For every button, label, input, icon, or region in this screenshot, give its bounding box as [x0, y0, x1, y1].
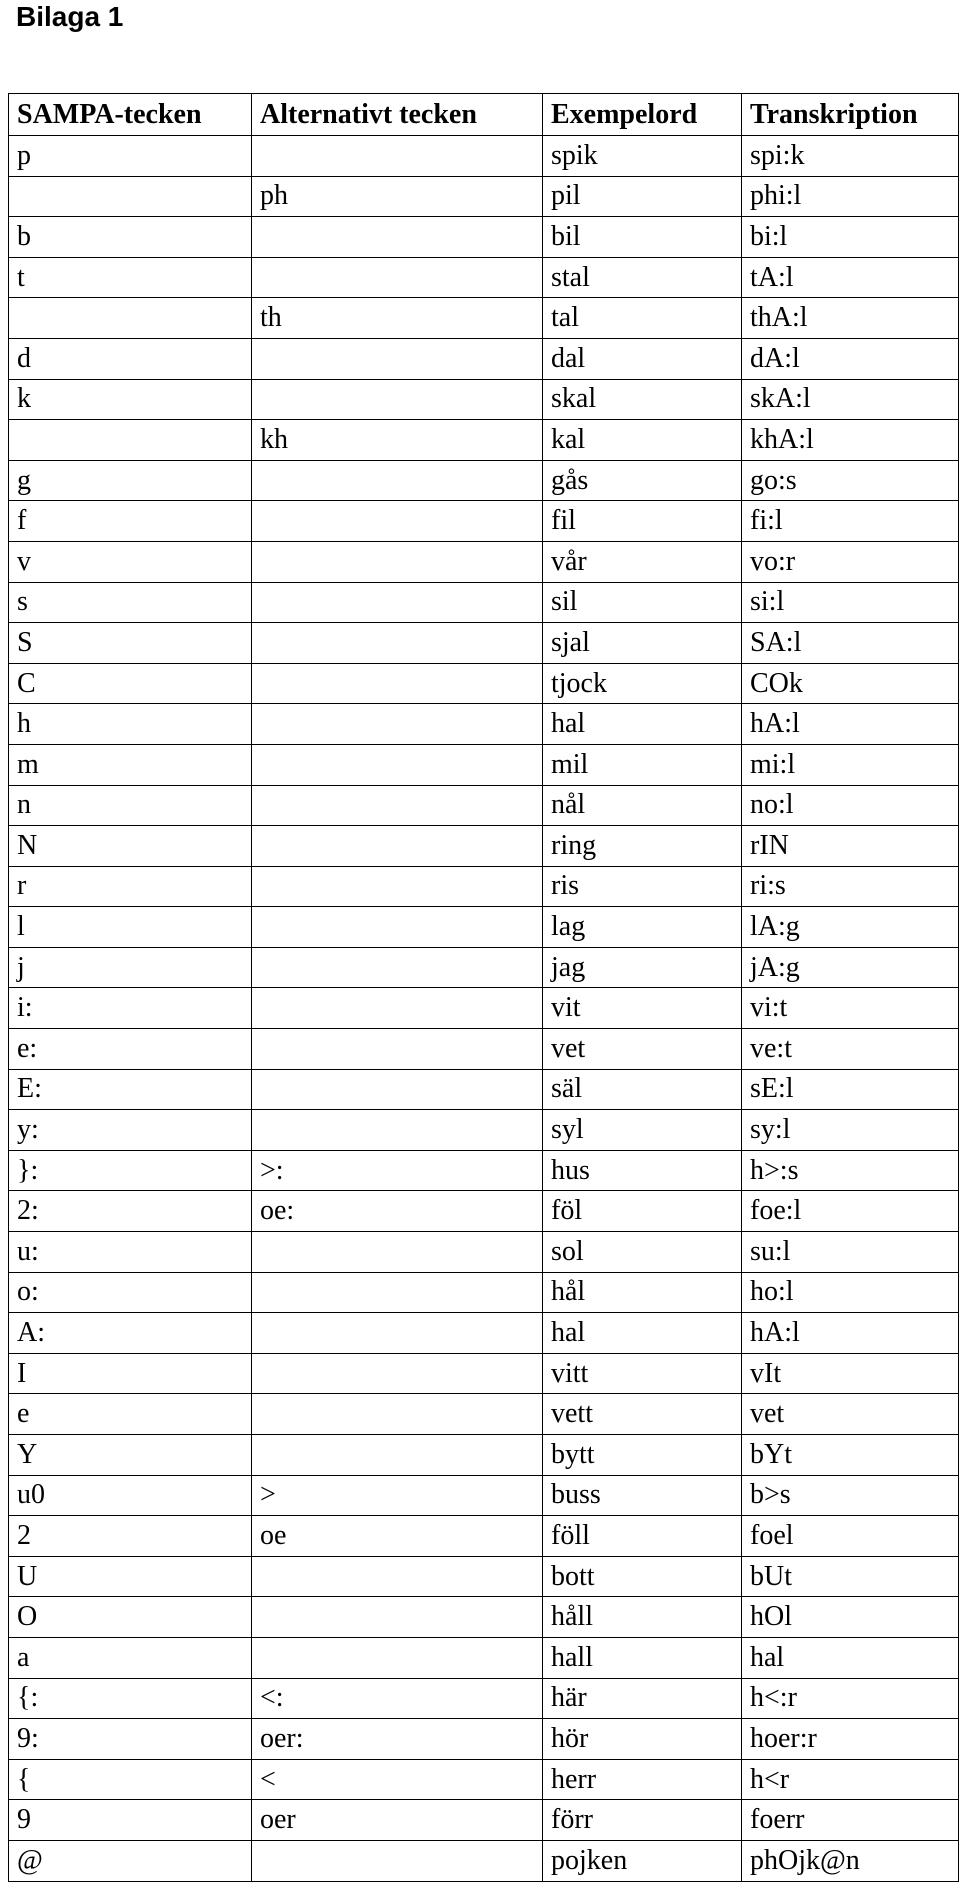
cell-transcription: foe:l [742, 1191, 959, 1232]
cell-example-word: vår [543, 541, 742, 582]
table-row [9, 1110, 959, 1151]
table-body [9, 136, 959, 1882]
cell-sampa: N [9, 826, 252, 867]
cell-alternative: oer [252, 1800, 543, 1841]
cell-sampa [9, 298, 252, 339]
cell-sampa: 9 [9, 1800, 252, 1841]
cell-transcription: hoer:r [742, 1719, 959, 1760]
table-row [9, 1272, 959, 1313]
cell-example-word: ris [543, 866, 742, 907]
cell-transcription: vet [742, 1394, 959, 1435]
header-transcription: Transkription [742, 94, 959, 136]
cell-transcription: spi:k [742, 136, 959, 177]
cell-sampa [9, 420, 252, 461]
table-row [9, 501, 959, 542]
cell-alternative: th [252, 298, 543, 339]
table-row [9, 1556, 959, 1597]
cell-sampa: v [9, 541, 252, 582]
cell-alternative [252, 460, 543, 501]
table-row [9, 217, 959, 258]
cell-alternative [252, 1110, 543, 1151]
cell-example-word: gås [543, 460, 742, 501]
cell-transcription: dA:l [742, 338, 959, 379]
cell-alternative [252, 947, 543, 988]
table-row [9, 379, 959, 420]
cell-example-word: stal [543, 257, 742, 298]
table-row [9, 298, 959, 339]
cell-transcription: tA:l [742, 257, 959, 298]
cell-example-word: mil [543, 744, 742, 785]
cell-sampa: 2: [9, 1191, 252, 1232]
cell-example-word: kal [543, 420, 742, 461]
cell-alternative: oe [252, 1516, 543, 1557]
cell-sampa: }: [9, 1150, 252, 1191]
cell-transcription: vIt [742, 1353, 959, 1394]
cell-example-word: hal [543, 1313, 742, 1354]
cell-alternative [252, 663, 543, 704]
cell-alternative [252, 1637, 543, 1678]
cell-sampa: b [9, 217, 252, 258]
cell-sampa: O [9, 1597, 252, 1638]
cell-sampa: C [9, 663, 252, 704]
cell-sampa: A: [9, 1313, 252, 1354]
cell-example-word: hus [543, 1150, 742, 1191]
cell-sampa: a [9, 1637, 252, 1678]
cell-transcription: h<:r [742, 1678, 959, 1719]
cell-alternative [252, 1353, 543, 1394]
cell-example-word: vet [543, 1029, 742, 1070]
cell-sampa: I [9, 1353, 252, 1394]
cell-alternative [252, 1029, 543, 1070]
cell-sampa: e [9, 1394, 252, 1435]
cell-transcription: sy:l [742, 1110, 959, 1151]
table-row [9, 988, 959, 1029]
cell-example-word: hal [543, 704, 742, 745]
cell-example-word: spik [543, 136, 742, 177]
table-row [9, 1394, 959, 1435]
table-row [9, 257, 959, 298]
cell-alternative [252, 136, 543, 177]
table-row [9, 1719, 959, 1760]
cell-example-word: jag [543, 947, 742, 988]
cell-sampa: n [9, 785, 252, 826]
table-row [9, 541, 959, 582]
cell-sampa: d [9, 338, 252, 379]
cell-sampa: t [9, 257, 252, 298]
table-row [9, 1800, 959, 1841]
cell-example-word: vett [543, 1394, 742, 1435]
cell-transcription: go:s [742, 460, 959, 501]
cell-sampa: o: [9, 1272, 252, 1313]
cell-alternative [252, 704, 543, 745]
cell-example-word: hål [543, 1272, 742, 1313]
cell-alternative: kh [252, 420, 543, 461]
cell-transcription: jA:g [742, 947, 959, 988]
cell-sampa: m [9, 744, 252, 785]
cell-alternative: oe: [252, 1191, 543, 1232]
table-row [9, 1597, 959, 1638]
cell-transcription: bUt [742, 1556, 959, 1597]
cell-example-word: sol [543, 1232, 742, 1273]
cell-alternative [252, 785, 543, 826]
cell-alternative [252, 907, 543, 948]
table-row [9, 1313, 959, 1354]
cell-transcription: bi:l [742, 217, 959, 258]
cell-transcription: ri:s [742, 866, 959, 907]
cell-alternative: >: [252, 1150, 543, 1191]
cell-alternative [252, 1435, 543, 1476]
table-row [9, 623, 959, 664]
cell-transcription: b>s [742, 1475, 959, 1516]
table-row [9, 176, 959, 217]
cell-transcription: su:l [742, 1232, 959, 1273]
cell-example-word: ring [543, 826, 742, 867]
cell-transcription: mi:l [742, 744, 959, 785]
cell-transcription: no:l [742, 785, 959, 826]
cell-example-word: föl [543, 1191, 742, 1232]
table-row [9, 1475, 959, 1516]
cell-example-word: vitt [543, 1353, 742, 1394]
cell-transcription: hA:l [742, 1313, 959, 1354]
cell-transcription: sE:l [742, 1069, 959, 1110]
cell-sampa: @ [9, 1840, 252, 1881]
cell-sampa: Y [9, 1435, 252, 1476]
cell-sampa: i: [9, 988, 252, 1029]
cell-transcription: hOl [742, 1597, 959, 1638]
table-row [9, 1232, 959, 1273]
cell-alternative [252, 623, 543, 664]
cell-alternative [252, 582, 543, 623]
cell-alternative [252, 338, 543, 379]
cell-sampa: k [9, 379, 252, 420]
cell-transcription: SA:l [742, 623, 959, 664]
table-row [9, 1435, 959, 1476]
cell-example-word: buss [543, 1475, 742, 1516]
cell-sampa: r [9, 866, 252, 907]
cell-transcription: h<r [742, 1759, 959, 1800]
cell-alternative [252, 866, 543, 907]
cell-sampa: p [9, 136, 252, 177]
cell-example-word: förr [543, 1800, 742, 1841]
cell-example-word: skal [543, 379, 742, 420]
cell-transcription: vi:t [742, 988, 959, 1029]
cell-alternative [252, 988, 543, 1029]
cell-sampa: U [9, 1556, 252, 1597]
table-row [9, 420, 959, 461]
cell-example-word: sil [543, 582, 742, 623]
cell-transcription: foel [742, 1516, 959, 1557]
cell-transcription: phOjk@n [742, 1840, 959, 1881]
sampa-table [8, 93, 959, 1882]
cell-transcription: lA:g [742, 907, 959, 948]
table-row [9, 1678, 959, 1719]
header-example-word: Exempelord [543, 94, 742, 136]
cell-transcription: ve:t [742, 1029, 959, 1070]
cell-alternative: <: [252, 1678, 543, 1719]
page-heading: Bilaga 1 [16, 1, 124, 32]
table-row [9, 1759, 959, 1800]
cell-sampa: s [9, 582, 252, 623]
table-row [9, 1029, 959, 1070]
table-row [9, 1191, 959, 1232]
cell-alternative: < [252, 1759, 543, 1800]
cell-alternative [252, 1313, 543, 1354]
table-row [9, 1353, 959, 1394]
table-row [9, 1150, 959, 1191]
table-row [9, 582, 959, 623]
cell-sampa: u: [9, 1232, 252, 1273]
cell-transcription: vo:r [742, 541, 959, 582]
cell-sampa: E: [9, 1069, 252, 1110]
cell-alternative [252, 744, 543, 785]
cell-transcription: foerr [742, 1800, 959, 1841]
cell-alternative [252, 1394, 543, 1435]
cell-alternative [252, 1597, 543, 1638]
cell-example-word: sjal [543, 623, 742, 664]
table-row [9, 866, 959, 907]
cell-transcription: si:l [742, 582, 959, 623]
cell-alternative [252, 217, 543, 258]
cell-alternative [252, 1232, 543, 1273]
cell-example-word: pil [543, 176, 742, 217]
table-row [9, 785, 959, 826]
table-row [9, 826, 959, 867]
cell-sampa: 2 [9, 1516, 252, 1557]
cell-transcription: bYt [742, 1435, 959, 1476]
cell-example-word: här [543, 1678, 742, 1719]
cell-example-word: tal [543, 298, 742, 339]
cell-sampa: S [9, 623, 252, 664]
cell-example-word: fil [543, 501, 742, 542]
cell-sampa: g [9, 460, 252, 501]
cell-alternative [252, 1556, 543, 1597]
cell-example-word: tjock [543, 663, 742, 704]
cell-alternative: ph [252, 176, 543, 217]
cell-sampa: {: [9, 1678, 252, 1719]
cell-transcription: skA:l [742, 379, 959, 420]
table-header-row [9, 94, 959, 136]
cell-alternative [252, 1272, 543, 1313]
cell-sampa: j [9, 947, 252, 988]
cell-transcription: ho:l [742, 1272, 959, 1313]
header-sampa: SAMPA-tecken [9, 94, 252, 136]
cell-alternative [252, 379, 543, 420]
cell-example-word: bil [543, 217, 742, 258]
cell-example-word: håll [543, 1597, 742, 1638]
cell-example-word: nål [543, 785, 742, 826]
cell-sampa: h [9, 704, 252, 745]
cell-example-word: syl [543, 1110, 742, 1151]
cell-alternative: oer: [252, 1719, 543, 1760]
cell-example-word: föll [543, 1516, 742, 1557]
cell-sampa: { [9, 1759, 252, 1800]
cell-alternative [252, 1840, 543, 1881]
cell-transcription: COk [742, 663, 959, 704]
cell-sampa [9, 176, 252, 217]
table-row [9, 338, 959, 379]
cell-transcription: phi:l [742, 176, 959, 217]
table-row [9, 744, 959, 785]
table-row [9, 136, 959, 177]
cell-alternative [252, 1069, 543, 1110]
cell-transcription: khA:l [742, 420, 959, 461]
cell-alternative [252, 257, 543, 298]
cell-transcription: hA:l [742, 704, 959, 745]
table-row [9, 460, 959, 501]
cell-alternative: > [252, 1475, 543, 1516]
cell-example-word: dal [543, 338, 742, 379]
cell-example-word: hör [543, 1719, 742, 1760]
table-row [9, 907, 959, 948]
cell-example-word: vit [543, 988, 742, 1029]
cell-example-word: lag [543, 907, 742, 948]
table-row [9, 663, 959, 704]
cell-sampa: f [9, 501, 252, 542]
cell-example-word: bott [543, 1556, 742, 1597]
table-row [9, 947, 959, 988]
table-row [9, 1840, 959, 1881]
cell-transcription: rIN [742, 826, 959, 867]
cell-transcription: h>:s [742, 1150, 959, 1191]
cell-alternative [252, 501, 543, 542]
cell-transcription: hal [742, 1637, 959, 1678]
cell-sampa: y: [9, 1110, 252, 1151]
cell-example-word: hall [543, 1637, 742, 1678]
cell-sampa: l [9, 907, 252, 948]
header-alternative: Alternativt tecken [252, 94, 543, 136]
table-row [9, 1069, 959, 1110]
cell-example-word: säl [543, 1069, 742, 1110]
cell-transcription: thA:l [742, 298, 959, 339]
cell-alternative [252, 541, 543, 582]
table-row [9, 1516, 959, 1557]
cell-transcription: fi:l [742, 501, 959, 542]
cell-sampa: u0 [9, 1475, 252, 1516]
cell-example-word: bytt [543, 1435, 742, 1476]
cell-sampa: e: [9, 1029, 252, 1070]
table-row [9, 1637, 959, 1678]
cell-example-word: pojken [543, 1840, 742, 1881]
table-row [9, 704, 959, 745]
cell-sampa: 9: [9, 1719, 252, 1760]
cell-alternative [252, 826, 543, 867]
cell-example-word: herr [543, 1759, 742, 1800]
